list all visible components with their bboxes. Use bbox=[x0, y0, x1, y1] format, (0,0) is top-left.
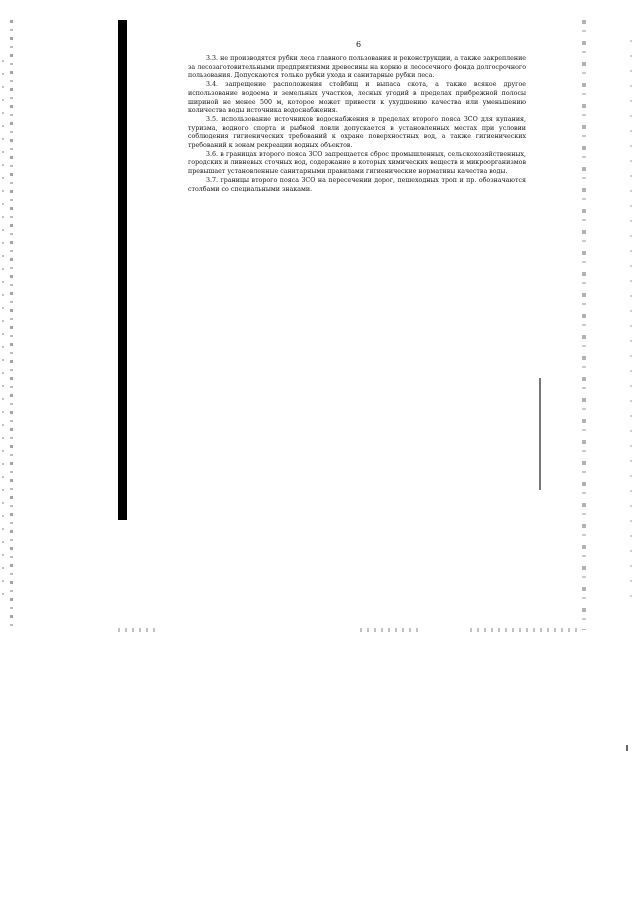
scan-right-mark bbox=[539, 378, 541, 490]
scan-corner-mark bbox=[626, 745, 628, 751]
paragraph-3-7: 3.7. границы второго пояса ЗСО на пересечении дорог, пешеходных троп и пр. обозначаются столбами со специальными знаками. bbox=[188, 176, 526, 193]
paragraph-3-4: 3.4. запрещение расположения стойбищ и выпаса скота, а также всякое другое использование водоема и земельных участков, лесных угодий в пределах прибрежной полосы шириной не менее 500 м, которое может привести к ухудшению качества или уменьшению количества воды источника водоснабжения. bbox=[188, 81, 526, 115]
scan-edge-right-outer bbox=[630, 40, 632, 600]
scan-black-bar bbox=[118, 20, 127, 520]
scan-bottom-noise bbox=[118, 628, 158, 632]
page-number: 6 bbox=[356, 40, 362, 49]
scan-edge-left-outer bbox=[2, 60, 4, 600]
scan-edge-left bbox=[10, 20, 13, 630]
document-body bbox=[188, 55, 526, 194]
paragraph-3-6: 3.6. в границах второго пояса ЗСО запрещается сброс промышленных, сельскохозяйственных, городских и ливневых сточных вод, содержание в которых химических веществ и микроорганизмов превышает установленные санитарными правилами гигиенические нормативы качества воды. bbox=[188, 150, 526, 176]
paragraph-3-5: 3.5. использование источников водоснабжения в пределах второго пояса ЗСО для купания, туризма, водного спорта и рыбной ловли допускается в установленных местах при условии соблюдения гигиенических требований к охране поверхностных вод, а также гигиенических требований к зонам рекреации водных объектов. bbox=[188, 115, 526, 150]
scan-bottom-noise bbox=[470, 628, 580, 632]
scan-edge-right bbox=[582, 20, 586, 630]
scan-bottom-noise bbox=[360, 628, 420, 632]
paragraph-3-3: 3.3. не производятся рубки леса главного пользования и реконструкции, а также закрепление за лесозаготовительными предприятиями древесины на корню и лесосечного фонда долгосрочного пользования. Допускаются только рубки ухода и санитарные рубки леса. bbox=[188, 55, 526, 80]
